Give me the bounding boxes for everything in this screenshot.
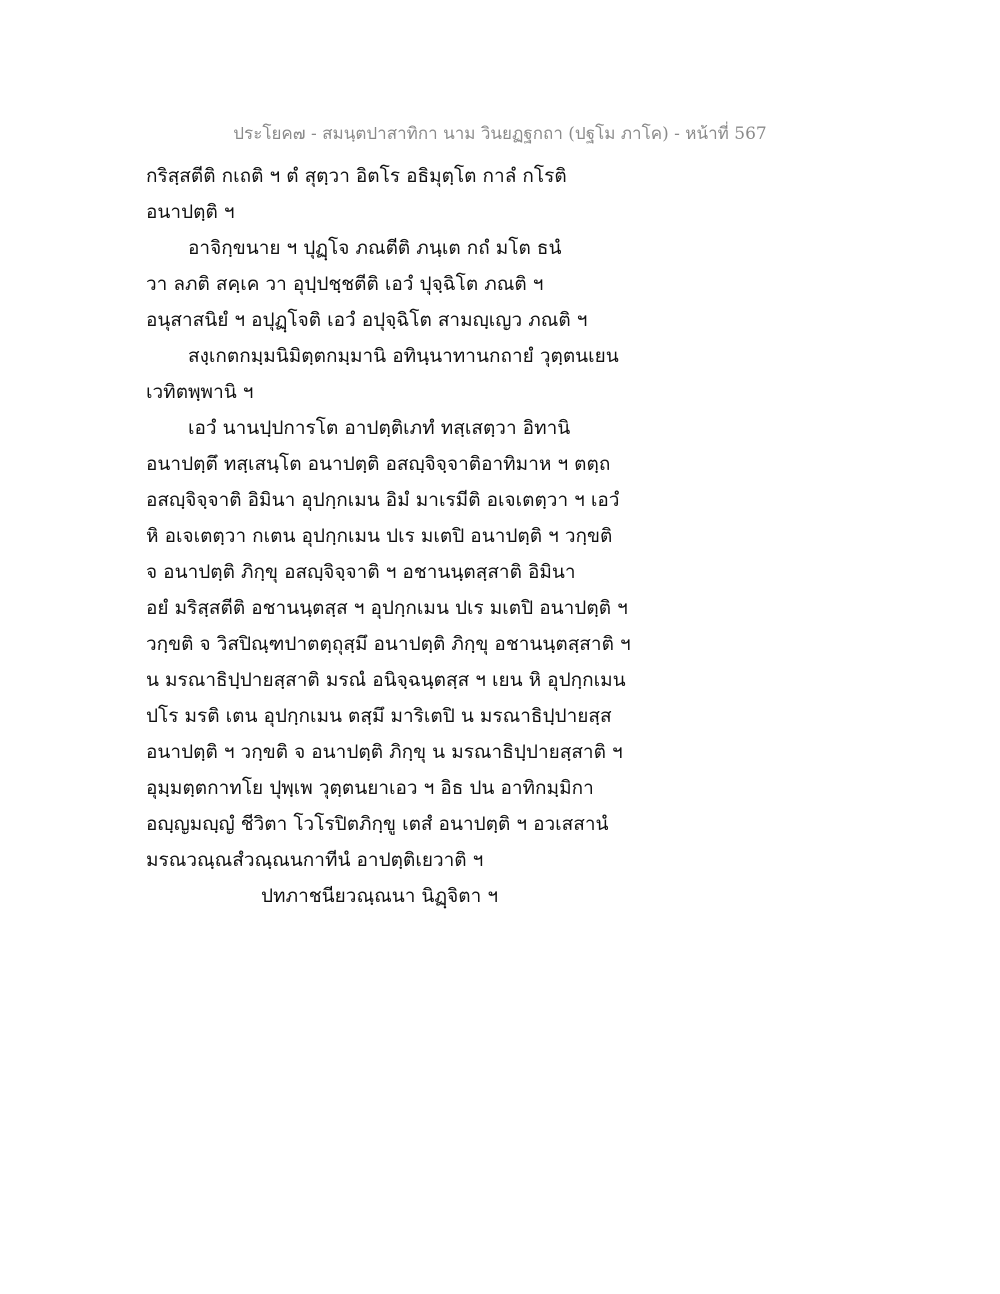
text-line: เอวํ นานปฺปการโต อาปตฺติเภทํ ทสฺเสตฺวา อิทานิ <box>188 417 571 439</box>
text-line: น มรณาธิปฺปายสฺสาติ มรณํ อนิจฺฉนฺตสฺส ฯ เยน หิ อุปกฺกเมน <box>146 669 626 691</box>
text-line: หิ อเจเตตฺวา กเตน อุปกฺกเมน ปเร มเตปิ อนาปตฺติ ฯ วกฺขติ <box>146 525 613 547</box>
text-line: ปโร มรติ เตน อุปกฺกเมน ตสฺมึ มาริเตปิ น มรณาธิปฺปายสฺส <box>146 705 612 727</box>
text-line: อนาปตฺติ ฯ <box>146 201 235 223</box>
text-line: อยํ มริสฺสตีติ อชานนฺตสฺส ฯ อุปกฺกเมน ปเร มเตปิ อนาปตฺติ ฯ <box>146 597 628 619</box>
text-line: วา ลภติ สคฺเค วา อุปฺปชฺชตีติ เอวํ ปุจฺฉิโต ภณติ ฯ <box>146 273 544 295</box>
page-running-head: ประโยค๗ - สมนฺตปาสาทิกา นาม วินยฏฐกถา (ปฐโม ภาโค) - หน้าที่ 567 <box>233 124 767 144</box>
page-body <box>146 158 846 914</box>
text-line: วกฺขติ จ วิสปิณฺฑปาตตฺถุสฺมึ อนาปตฺติ ภิกฺขุ อชานนฺตสฺสาติ ฯ <box>146 633 631 655</box>
text-line: กริสฺสตีติ กเถติ ฯ ตํ สุตฺวา อิตโร อธิมุตฺโต กาลํ กโรติ <box>146 165 567 187</box>
text-line: สงฺเกตกมฺมนิมิตฺตกมฺมานิ อทินฺนาทานกถายํ วุตฺตนเยน <box>188 345 619 367</box>
text-line: มรณวณฺณสํวณฺณนกาทีนํ อาปตฺติเยวาติ ฯ <box>146 849 484 871</box>
section-closing: ปทภาชนียวณฺณนา นิฏฺจิตา ฯ <box>261 885 499 907</box>
text-line: อสญฺจิจฺจาติ อิมินา อุปกฺกเมน อิมํ มาเรมีติ อเจเตตฺวา ฯ เอวํ <box>146 489 620 511</box>
text-line: เวทิตพฺพานิ ฯ <box>146 381 254 403</box>
text-line: อนาปตฺติ ฯ วกฺขติ จ อนาปตฺติ ภิกฺขุ น มรณาธิปฺปายสฺสาติ ฯ <box>146 741 623 763</box>
text-line: อนาปตฺตึ ทสฺเสนฺโต อนาปตฺติ อสญฺจิจฺจาติอาทิมาห ฯ ตตฺถ <box>146 453 611 475</box>
text-line: อาจิกฺขนาย ฯ ปุฏฺโจ ภณตีติ ภนฺเต กถํ มโต ธนํ <box>188 237 562 259</box>
text-line: จ อนาปตฺติ ภิกฺขุ อสญฺจิจฺจาติ ฯ อชานนฺตสฺสาติ อิมินา <box>146 561 576 583</box>
text-line: อญฺญมญฺญํ ชีวิตา โวโรปิตภิกฺขู เตสํ อนาปตฺติ ฯ อวเสสานํ <box>146 813 609 835</box>
text-line: อุมฺมตฺตกาทโย ปุพฺเพ วุตฺตนยาเอว ฯ อิธ ปน อาทิกมฺมิกา <box>146 777 594 799</box>
text-line: อนุสาสนิยํ ฯ อปุฏฺโจติ เอวํ อปุจฺฉิโต สามญฺเญว ภณติ ฯ <box>146 309 588 331</box>
